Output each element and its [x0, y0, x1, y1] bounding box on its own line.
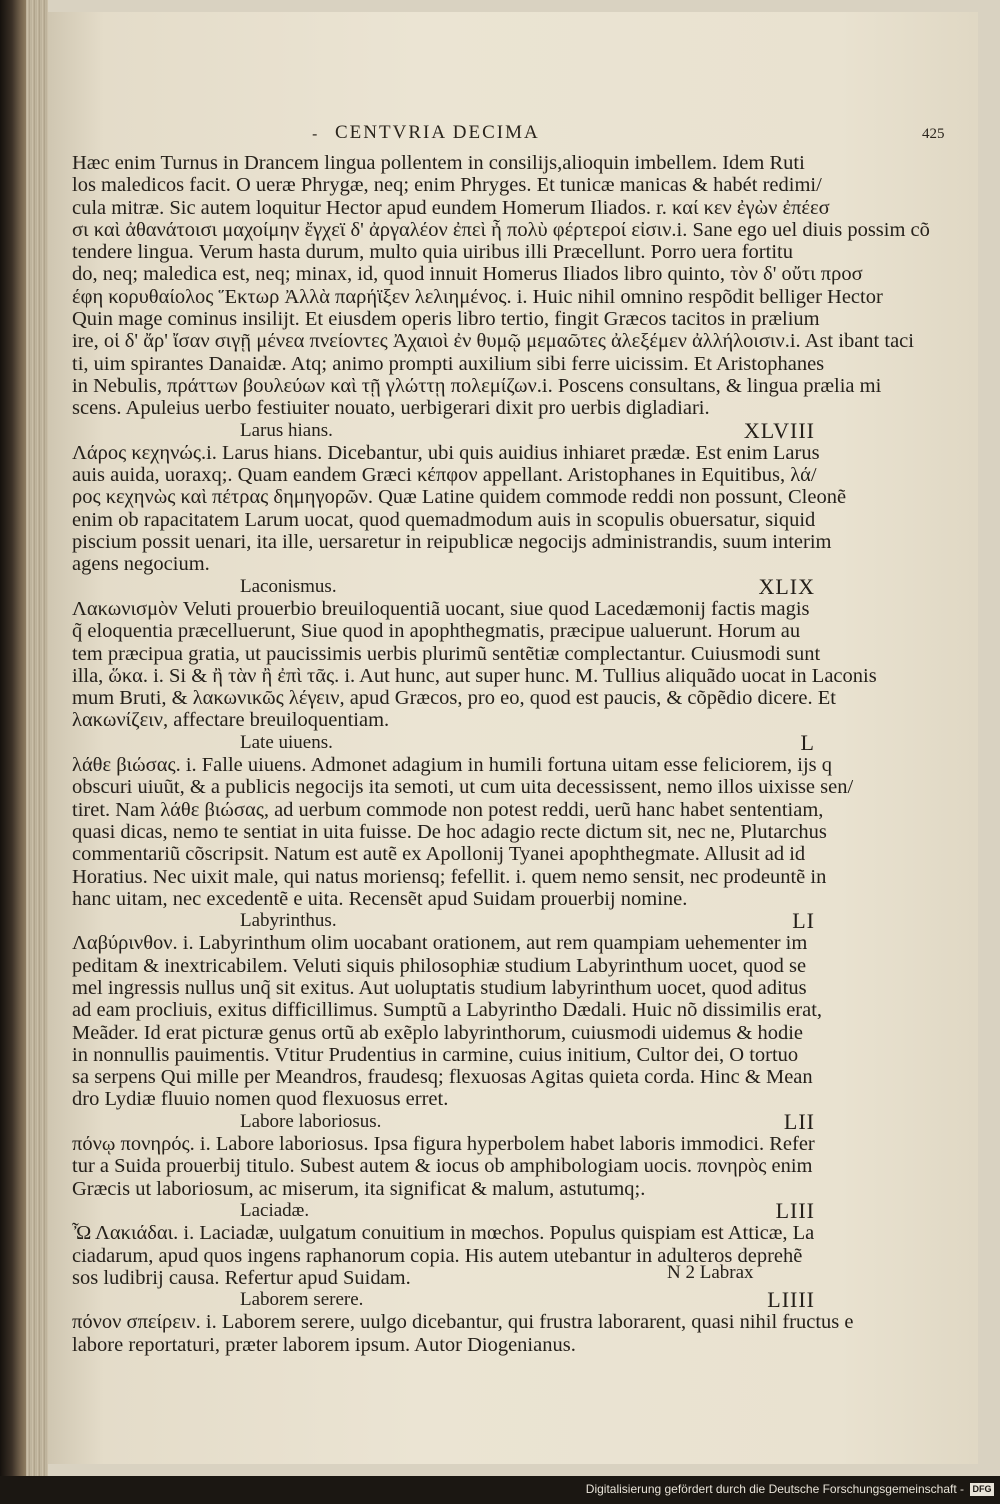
left-page-edge	[0, 0, 26, 1476]
text-line: labore reportaturi, præter laborem ipsum. Autor Diogenianus.	[72, 1333, 576, 1356]
text-line: sa serpens Qui mille per Meandros, fraudesq; flexuosas Agitas quieta corda. Hinc & Mean	[72, 1066, 813, 1089]
text-line: πόνον σπείρειν. i. Laborem serere, uulgo dicebantur, qui frustra laborarent, quasi nihil fructus e	[72, 1311, 854, 1334]
text-line: illa, ὥκα. i. Si & ἢ τὰν ἢ ἐπὶ τᾶς. i. Aut hunc, aut super hunc. M. Tullius aliquãdo uocat in Laconis	[72, 664, 877, 687]
running-head: CENTVRIA DECIMA	[335, 122, 540, 143]
text-line: Λακωνισμὸν Veluti prouerbio breuiloquentiã uocant, siue quod Lacedæmonij factis magis	[72, 597, 810, 620]
text-line: λάθε βιώσας. i. Falle uiuens. Admonet adagium in humili fortuna uitam esse feliciorem, ijs q	[72, 754, 833, 777]
text-line: in Nebulis, πράττων βουλεύων καὶ τῇ γλώττῃ πολεμίζων.i. Poscens consultans, & lingua prælia mi	[72, 374, 882, 397]
text-line: peditam & inextricabilem. Veluti siquis philosophiæ studium Labyrinthum uocet, quod se	[72, 954, 807, 977]
text-line: πόνῳ πονηρός. i. Labore laboriosus. Ipsa figura hyperbolem habet laboris immodici. Refer	[72, 1133, 815, 1156]
text-line: auis auida, uoraxq;. Quam eandem Græci κέπφον appellant. Aristophanes in Equitibus, λά/	[72, 464, 817, 487]
text-line: ρος κεχηνὼς καὶ πέτρας δημηγορῶν. Quæ Latine quidem commode reddi non possunt, Cleonẽ	[72, 486, 847, 509]
text-line: ciadarum, apud quos ingens raphanorum copia. His autem utebantur in adulteros deprehẽ	[72, 1244, 803, 1267]
adage-heading	[72, 908, 815, 934]
text-line: hanc uitam, nec excedentẽ e uita. Recensẽt apud Suidam prouerbij nomine.	[72, 887, 688, 910]
text-line: ti, uim spirantes Danaidæ. Atq; animo prompti auxilium sibi ferre uicissim. Et Aristophanes	[72, 352, 825, 375]
adage-title: Larus hians.	[240, 419, 333, 441]
text-line: los maledicos facit. O ueræ Phrygæ, neq; enim Phryges. Et tunicæ manicas & habét redimi/	[72, 174, 822, 197]
text-line: σι καὶ ἀθανάτοισι μαχοίμην ἔγχεϊ δ' ἀργαλέον ἐπεὶ ἦ πολὺ φέρτεροί εἰσιν.i. Sane ego uel diuis possim cõ	[72, 218, 930, 241]
header-dash: -	[312, 124, 318, 143]
text-line: Quin mage cominus insilijt. Et eiusdem operis libro tertio, fingit Græcos tacitos in prælium	[72, 308, 820, 331]
adage-title: Labyrinthus.	[240, 910, 337, 932]
text-line: obscuri uiuũt, & a publicis negocijs ita semoti, ut cum uita decessissent, nemo illos uixisse sen/	[72, 776, 854, 799]
adage-number: XLIX	[758, 573, 815, 599]
footer-bar	[0, 1476, 1000, 1504]
adage-number: LII	[783, 1108, 815, 1134]
folio-number: 425	[922, 126, 945, 142]
text-line: q̃ eloquentia præcelluerunt, Siue quod in apophthegmatis, præcipue ualuerunt. Horum au	[72, 620, 801, 643]
text-line: Λαβύρινθον. i. Labyrinthum olim uocabant orationem, aut rem quampiam uehementer im	[72, 932, 808, 955]
adage-heading	[72, 1197, 815, 1223]
text-line: in nonnullis pauimentis. Vtitur Prudentius in carmine, cuius initium, Cultor dei, O tortuo	[72, 1043, 799, 1066]
adage-number: LI	[792, 908, 815, 934]
adage-number: L	[800, 729, 815, 755]
text-line: Hæc enim Turnus in Drancem lingua pollentem in consilijs,alioquin imbellem. Idem Ruti	[72, 152, 805, 174]
adage-heading	[72, 729, 815, 755]
text-line: tendere lingua. Verum hasta durum, multo quia uiribus illi Præcellunt. Porro uera fortitu	[72, 241, 793, 264]
text-line: enim ob rapacitatem Larum uocat, quod quemadmodum auis in scopulis obuersatur, siquid	[72, 508, 816, 531]
page-stack-edges	[26, 0, 48, 1476]
text-line: Ὦ Λακιάδαι. i. Laciadæ, uulgatum conuitium in mœchos. Populus quispiam est Atticæ, La	[72, 1222, 815, 1245]
text-line: sos ludibrij causa. Refertur apud Suidam.	[72, 1266, 411, 1289]
text-line: quasi dicas, nemo te sentiat in uita fuisse. De hoc adagio recte dictum sit, nec ne, Plutarchus	[72, 820, 827, 843]
adage-title: Laconismus.	[240, 575, 337, 597]
adage-title: Labore laboriosus.	[240, 1110, 382, 1132]
page-text	[72, 152, 930, 1356]
text-line: ad eam procliuis, exitus difficillimus. Sumptũ a Labyrintho Dædali. Huic nõ dissimilis erat,	[72, 999, 823, 1022]
dfg-logo: DFG	[970, 1483, 994, 1496]
adage-title: Laciadæ.	[240, 1199, 310, 1221]
text-line: commentariũ cõscripsit. Natum est autẽ ex Apollonij Tyanei apophthegmate. Allusit ad id	[72, 843, 806, 866]
text-line: λακωνίζειν, affectare breuiloquentiam.	[72, 709, 390, 732]
text-line: piscium possit uenari, ita ille, uersaretur in reipublicæ negocijs administrandis, suum interim	[72, 531, 832, 554]
text-line: mum Bruti, & λακωνικῶς λέγειν, apud Græcos, pro eo, quod est paucis, & cõpẽdio dicere. Et	[72, 687, 836, 710]
text-line: Horatius. Nec uixit male, qui natus moriensq; fefellit. i. quem nemo sensit, nec prodeuntẽ in	[72, 865, 827, 888]
text-line: tem præcipua gratia, ut paucissimis uerbis plurimũ sentẽtiæ complectantur. Cuiusmodi sunt	[72, 642, 821, 665]
adage-heading	[72, 1287, 815, 1313]
text-line: Meãder. Id erat picturæ genus ortũ ab exẽplo labyrinthorum, cuiusmodi uidemus & hodie	[72, 1021, 804, 1044]
text-line: έφη κορυθαίολος Ἕκτωρ Ἀλλὰ παρήϊξεν λελιημένος. i. Huic nihil omnino respõdit belliger Hector	[72, 285, 883, 308]
text-line: Græcis ut laboriosum, ac miserum, ita significat & malum, astutumq;.	[72, 1177, 646, 1200]
text-line: ire, οἱ δ' ἄρ' ἴσαν σιγῇ μένεα πνείοντες Ἀχαιοὶ ἐν θυμῷ μεμαῶτες ἀλεξέμεν ἀλλήλοισιν.i. Ast ibant taci	[72, 330, 914, 353]
text-line: agens negocium.	[72, 553, 210, 576]
text-line: dro Lydiæ fluuio nomen quod flexuosus erret.	[72, 1088, 449, 1111]
footer-credit: Digitalisierung gefördert durch die Deutsche Forschungsgemeinschaft -	[585, 1482, 964, 1496]
text-line: tiret. Nam λάθε βιώσας, ad uerbum commode non potest reddi, uerũ hanc habet sententiam,	[72, 798, 824, 821]
adage-number: XLVIII	[743, 417, 815, 443]
adage-heading	[72, 1108, 815, 1134]
text-line: do, neq; maledica est, neq; minax, id, quod innuit Homerus Iliados libro quinto, τὸν δ' οὔτι προσ	[72, 263, 863, 286]
adage-title: Late uiuens.	[240, 731, 333, 753]
text-line: tur a Suida prouerbij titulo. Subest autem & iocus ob amphibologiam uocis. πονηρὸς enim	[72, 1155, 813, 1178]
adage-number: LIII	[775, 1197, 815, 1223]
adage-heading	[72, 417, 815, 443]
adage-title: Laborem serere.	[240, 1289, 364, 1311]
catchword: N 2 Labrax	[667, 1262, 754, 1283]
text-line: scens. Apuleius uerbo festiuiter nouato, uerbigerari dixit pro uerbis digladiari.	[72, 397, 710, 420]
text-line: cula mitræ. Sic autem loquitur Hector apud eundem Homerum Iliados. r. καί κεν ἐγὼν ἐπέεσ	[72, 196, 830, 219]
adage-heading	[72, 573, 815, 599]
adage-number: LIIII	[767, 1287, 815, 1313]
text-line: mel ingressis nullus unq̃ sit exitus. Aut uoluptatis studium labyrinthum uocet, quod aditus	[72, 976, 807, 999]
text-line: Λάρος κεχηνώς.i. Larus hians. Dicebantur, ubi quis auidius inhiaret prædæ. Est enim Larus	[72, 441, 820, 464]
